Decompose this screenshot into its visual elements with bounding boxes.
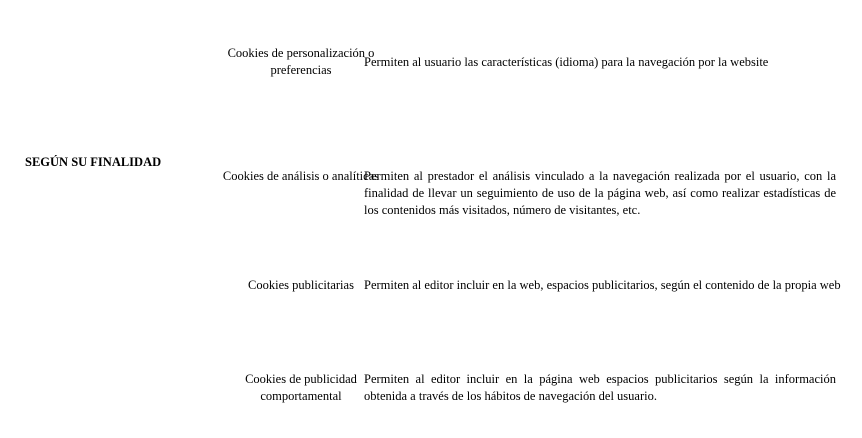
cookie-type-analytics: Cookies de análisis o analíticas: [222, 169, 380, 183]
cookie-type-advertising: Cookies publicitarias: [248, 278, 354, 292]
cookie-type-personalization: Cookies de personalización o preferencias: [227, 46, 375, 77]
cookie-description-personalization: Permiten al usuario las características (idioma) para la navegación por la website: [364, 55, 769, 69]
category-label: SEGÚN SU FINALIDAD: [25, 155, 162, 169]
cookie-description-behavioral-advertising: Permiten al editor incluir en la página web espacios publicitarios según la información obtenida a través de los hábitos de navegación del usuario.: [364, 372, 836, 403]
cookie-type-behavioral-advertising: Cookies de publicidad comportamental: [245, 372, 357, 403]
cookie-description-analytics: Permiten al prestador el análisis vinculado a la navegación realizada por el usuario, con la finalidad de llevar un seguimiento de uso de la página web, así como realizar estadísticas de los contenidos más visitados, número de visitantes, etc.: [364, 169, 836, 217]
cookie-description-advertising: Permiten al editor incluir en la web, espacios publicitarios, según el contenido de la propia web: [364, 278, 841, 292]
